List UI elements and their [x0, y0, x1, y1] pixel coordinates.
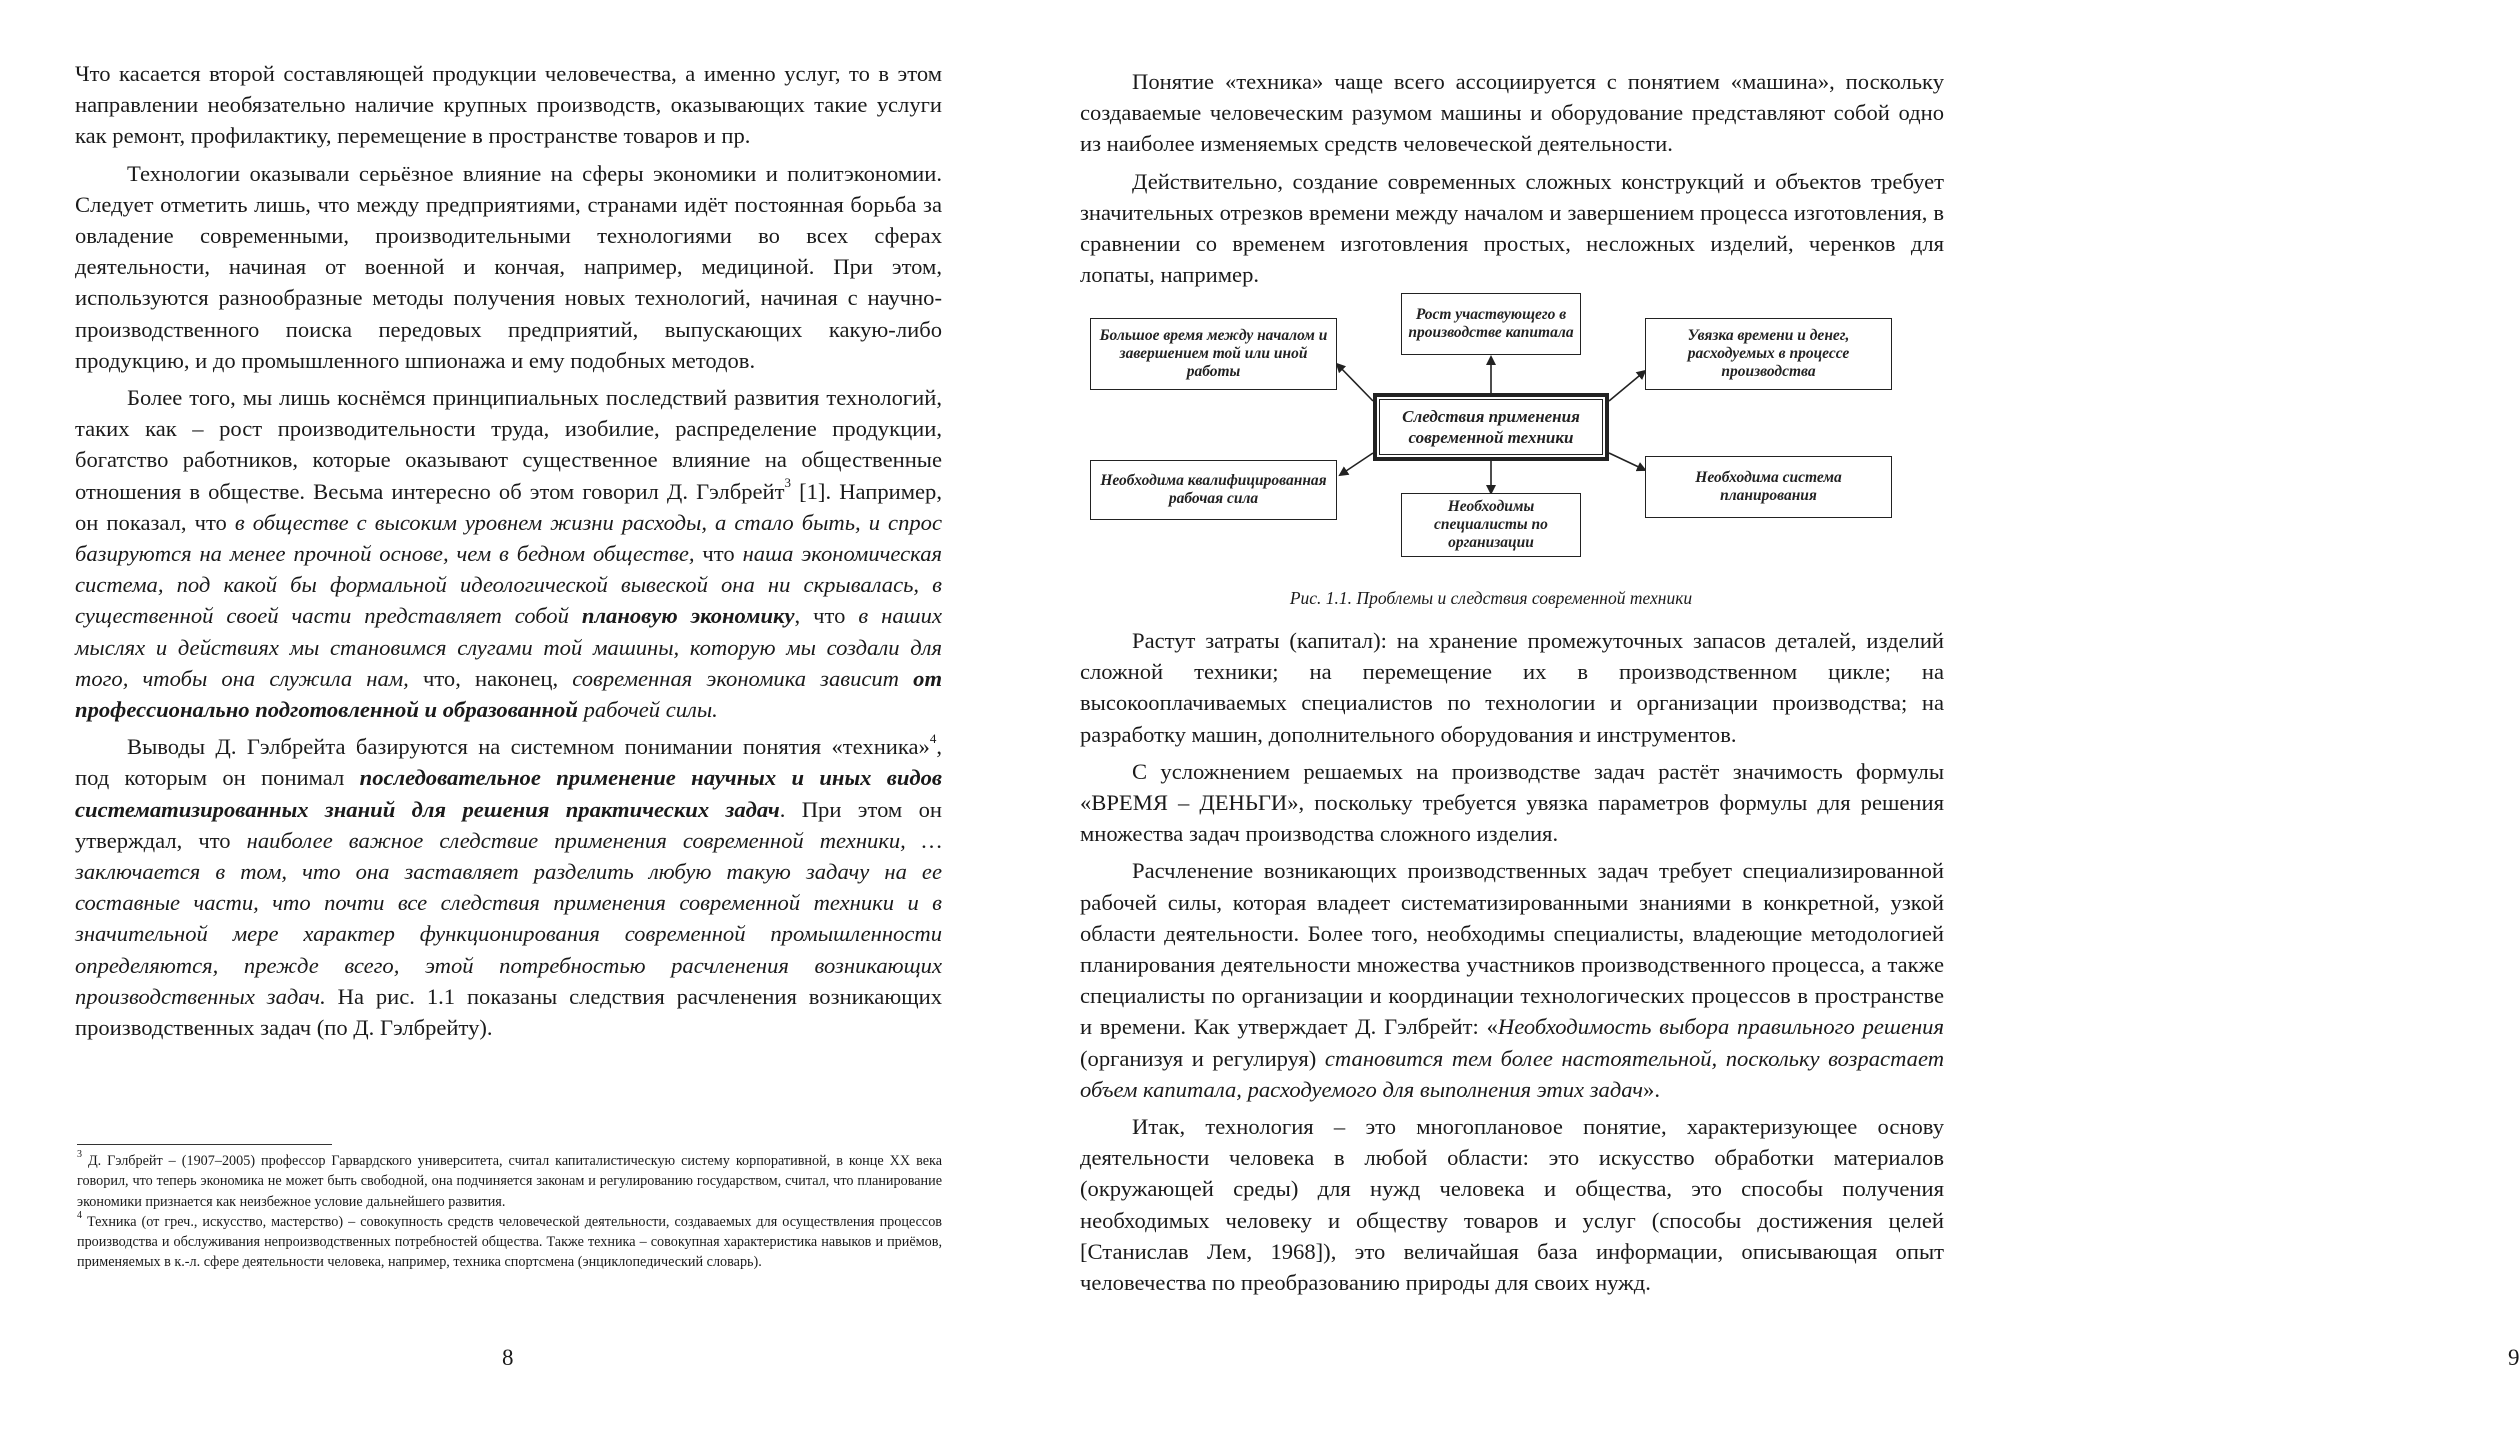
text-run: что — [694, 541, 743, 567]
page-right — [1000, 0, 2520, 1455]
text-run: (организуя и регулируя) — [1080, 1045, 1325, 1071]
text-run: Выводы Д. Гэлбрейта базируются на системном понимании понятия «техника» — [127, 734, 930, 760]
diagram-center-box: Следствия применения современной техники — [1373, 393, 1609, 461]
paragraph — [1080, 756, 1944, 850]
text-run: последовательное применение научных и иных видов систематизированных знаний для решения практических задач — [75, 765, 943, 822]
page-number: 8 — [502, 1345, 514, 1370]
text-run: Действительно, создание современных сложных конструкций и объектов требует значительных отрезков времени между началом и завершением процесса изготовления, в сравнении со временем изготовления простых, несложных изделий, черенков для лопаты, например. — [1080, 168, 1944, 288]
footnote-4 — [77, 1212, 942, 1273]
right-page-body-top — [1080, 66, 1944, 290]
diagram-bottom-left-box: Необходима квалифицированная рабочая сила — [1090, 460, 1337, 520]
paragraph — [75, 731, 942, 1043]
text-run: [1]. Например, он показал, что — [75, 478, 942, 535]
text-run: современная экономика зависит — [572, 665, 914, 691]
text-run: Необходимость выбора правильного решения — [1497, 1014, 1944, 1040]
footnote-marker: 4 — [77, 1210, 82, 1222]
text-run: наиболее важное следствие применения современной техники, …заключается в том, что она заставляет разделить любую такую задачу на ее составные части, что почти все следствия применения современной техники и в значительной мере характер функционирования современной промышленности определяются, прежде всего, этой потребностью расчленения возникающих производственных задач. — [75, 827, 942, 1009]
text-run: рабочей силы. — [577, 697, 718, 723]
diagram-bottom-box: Необходимы специалисты по организации — [1401, 493, 1581, 557]
text-run: в наших мыслях и действиях мы становимся слугами той машины, которую мы создали для того, чтобы она служила нам, — [75, 603, 942, 691]
text-run: в обществе с высоким уровнем жизни расходы, а стало быть, и спрос базируются на менее прочной основе, чем в бедном обществе, — [75, 509, 942, 567]
figure-caption: Рис. 1.1. Проблемы и следствия современной техники — [1289, 588, 1693, 608]
text-run: Что касается второй составляющей продукции человечества, а именно услуг, то в этом направлении необязательно наличие крупных производств, оказывающих такие услуги как ремонт, профилактику, перемещение в пространстве товаров и пр. — [75, 61, 942, 149]
text-run: , под которым он понимал — [75, 734, 942, 791]
paragraph — [1080, 1111, 1944, 1298]
paragraph — [1080, 66, 1944, 160]
diagram-top-right-box: Увязка времени и денег, расходуемых в процессе производства — [1645, 318, 1892, 390]
diagram-top-box: Рост участвующего в производстве капитала — [1401, 293, 1581, 355]
text-run: Растут затраты (капитал): на хранение промежуточных запасов деталей, изделий сложной техники; на перемещение их в производственном цикле; на высокооплачиваемых специалистов по технологии и организации производства; на разработку машин, дополнительного оборудования и инструментов. — [1080, 628, 1944, 747]
page-number: 9 — [2508, 1345, 2520, 1370]
footnote-text: Техника (от греч., искусство, мастерство) – совокупность средств человеческой деятельности, создаваемых для осуществления процессов производства и обслуживания непроизводственных потребностей общества. Также техника – совокупная характеристика навыков и приёмов, применяемых в к.-л. сфере деятельности человека, например, техника спортсмена (энциклопедический словарь). — [77, 1213, 942, 1271]
footnote-3 — [77, 1151, 942, 1212]
text-run: . При этом он утверждал, что — [75, 796, 942, 853]
text-run: Итак, технология – это многоплановое понятие, характеризующее основу деятельности человека в любой области: это искусство обработки материалов (окружающей среды) для нужд человека и общества, это способы получения необходимых человеку и обществу товаров и услуг (способы достижения целей [Станислав Лем, 1968]), это величайшая база информации, описывающая опыт человечества по преобразованию природы для своих нужд. — [1080, 1114, 1944, 1296]
paragraph — [1080, 166, 1944, 291]
text-run: наша экономическая система, под какой бы формальной идеологической вывеской она ни скрывалась, в существенной своей части представляет собой — [75, 541, 942, 629]
right-page-body-bottom — [1080, 625, 1944, 1298]
text-run: что, наконец, — [408, 665, 573, 691]
footnote-reference: 4 — [929, 730, 937, 746]
text-run: , что — [794, 603, 859, 629]
text-run: На рис. 1.1 показаны следствия расчленения возникающих производственных задач (по Д. Гэлбрейту). — [75, 983, 942, 1041]
arrow-to-top-left — [1337, 364, 1373, 401]
text-run: становится тем более настоятельной, поскольку возрастает объем капитала, расходуемого для выполнения этих задач — [1080, 1045, 1945, 1102]
paragraph — [1080, 625, 1944, 750]
text-run: Расчленение возникающих производственных задач требует специализированной рабочей силы, которая владеет систематизированными знаниями в конкретной, узкой области деятельности. Более того, необходимы специалисты, владеющие методологией планирования деятельности множества участников производственного процесса, а также специалисты по организации и координации технологических процессов в пространстве и времени. Как утверждает Д. Гэлбрейт: « — [1080, 858, 1944, 1040]
footnote-text: Д. Гэлбрейт – (1907–2005) профессор Гарвардского университета, считал капиталистическую систему корпоративной, в конце XX века говорил, что теперь экономика не может быть свободной, она подчиняется законам и регулированию государством, считал, что планирование экономики признается как неизбежное условие дальнейшего развития. — [77, 1153, 942, 1210]
figure-1-1-diagram — [1090, 293, 1892, 557]
page-left — [0, 0, 1000, 1455]
diagram-top-left-box: Большое время между началом и завершением той или иной работы — [1090, 318, 1337, 390]
text-run: Более того, мы лишь коснёмся принципиальных последствий развития технологий, таких как – рост производительности труда, изобилие, распределение продукции, богатство работников, которые оказывают существенное влияние на общественные отношения в обществе. Весьма интересно об этом говорил Д. Гэлбрейт — [75, 385, 942, 504]
text-run: ». — [1643, 1076, 1660, 1102]
text-run: от профессионально подготовленной и образованной — [75, 665, 943, 723]
paragraph — [75, 382, 942, 725]
footnote-marker: 3 — [77, 1149, 82, 1161]
text-run: Технологии оказывали серьёзное влияние на сферы экономики и политэкономии. Следует отметить лишь, что между предприятиями, странами идёт постоянная борьба за овладение современными, производительными технологиями во всех сферах деятельности, начиная от военной и кончая, например, медициной. При этом, используются разнообразные методы получения новых технологий, начиная с научно-производственного поиска передовых предприятий, выпускающих какую-либо продукцию, и до промышленного шпионажа и ему подобных методов. — [75, 160, 942, 373]
arrow-to-top-right — [1609, 371, 1645, 401]
paragraph — [75, 158, 942, 376]
footnote-divider — [77, 1144, 332, 1145]
arrow-to-bottom-left — [1340, 453, 1373, 475]
footnote-reference: 3 — [784, 475, 791, 491]
paragraph — [75, 58, 942, 152]
arrow-to-bottom-right — [1609, 453, 1645, 470]
diagram-bottom-right-box: Необходима система планирования — [1645, 456, 1892, 518]
text-run: Понятие «техника» чаще всего ассоциируется с понятием «машина», поскольку создаваемые человеческим разумом машины и оборудование представляют собой одно из наиболее изменяемых средств человеческой деятельности. — [1080, 69, 1944, 157]
paragraph — [1080, 855, 1944, 1105]
text-run: С усложнением решаемых на производстве задач растёт значимость формулы «ВРЕМЯ – ДЕНЬГИ», поскольку требуется увязка параметров формулы для решения множества задач производства сложного изделия. — [1080, 758, 1944, 847]
footnotes — [77, 1151, 942, 1273]
left-page-body — [75, 58, 942, 1043]
text-run: плановую экономику — [581, 603, 795, 629]
